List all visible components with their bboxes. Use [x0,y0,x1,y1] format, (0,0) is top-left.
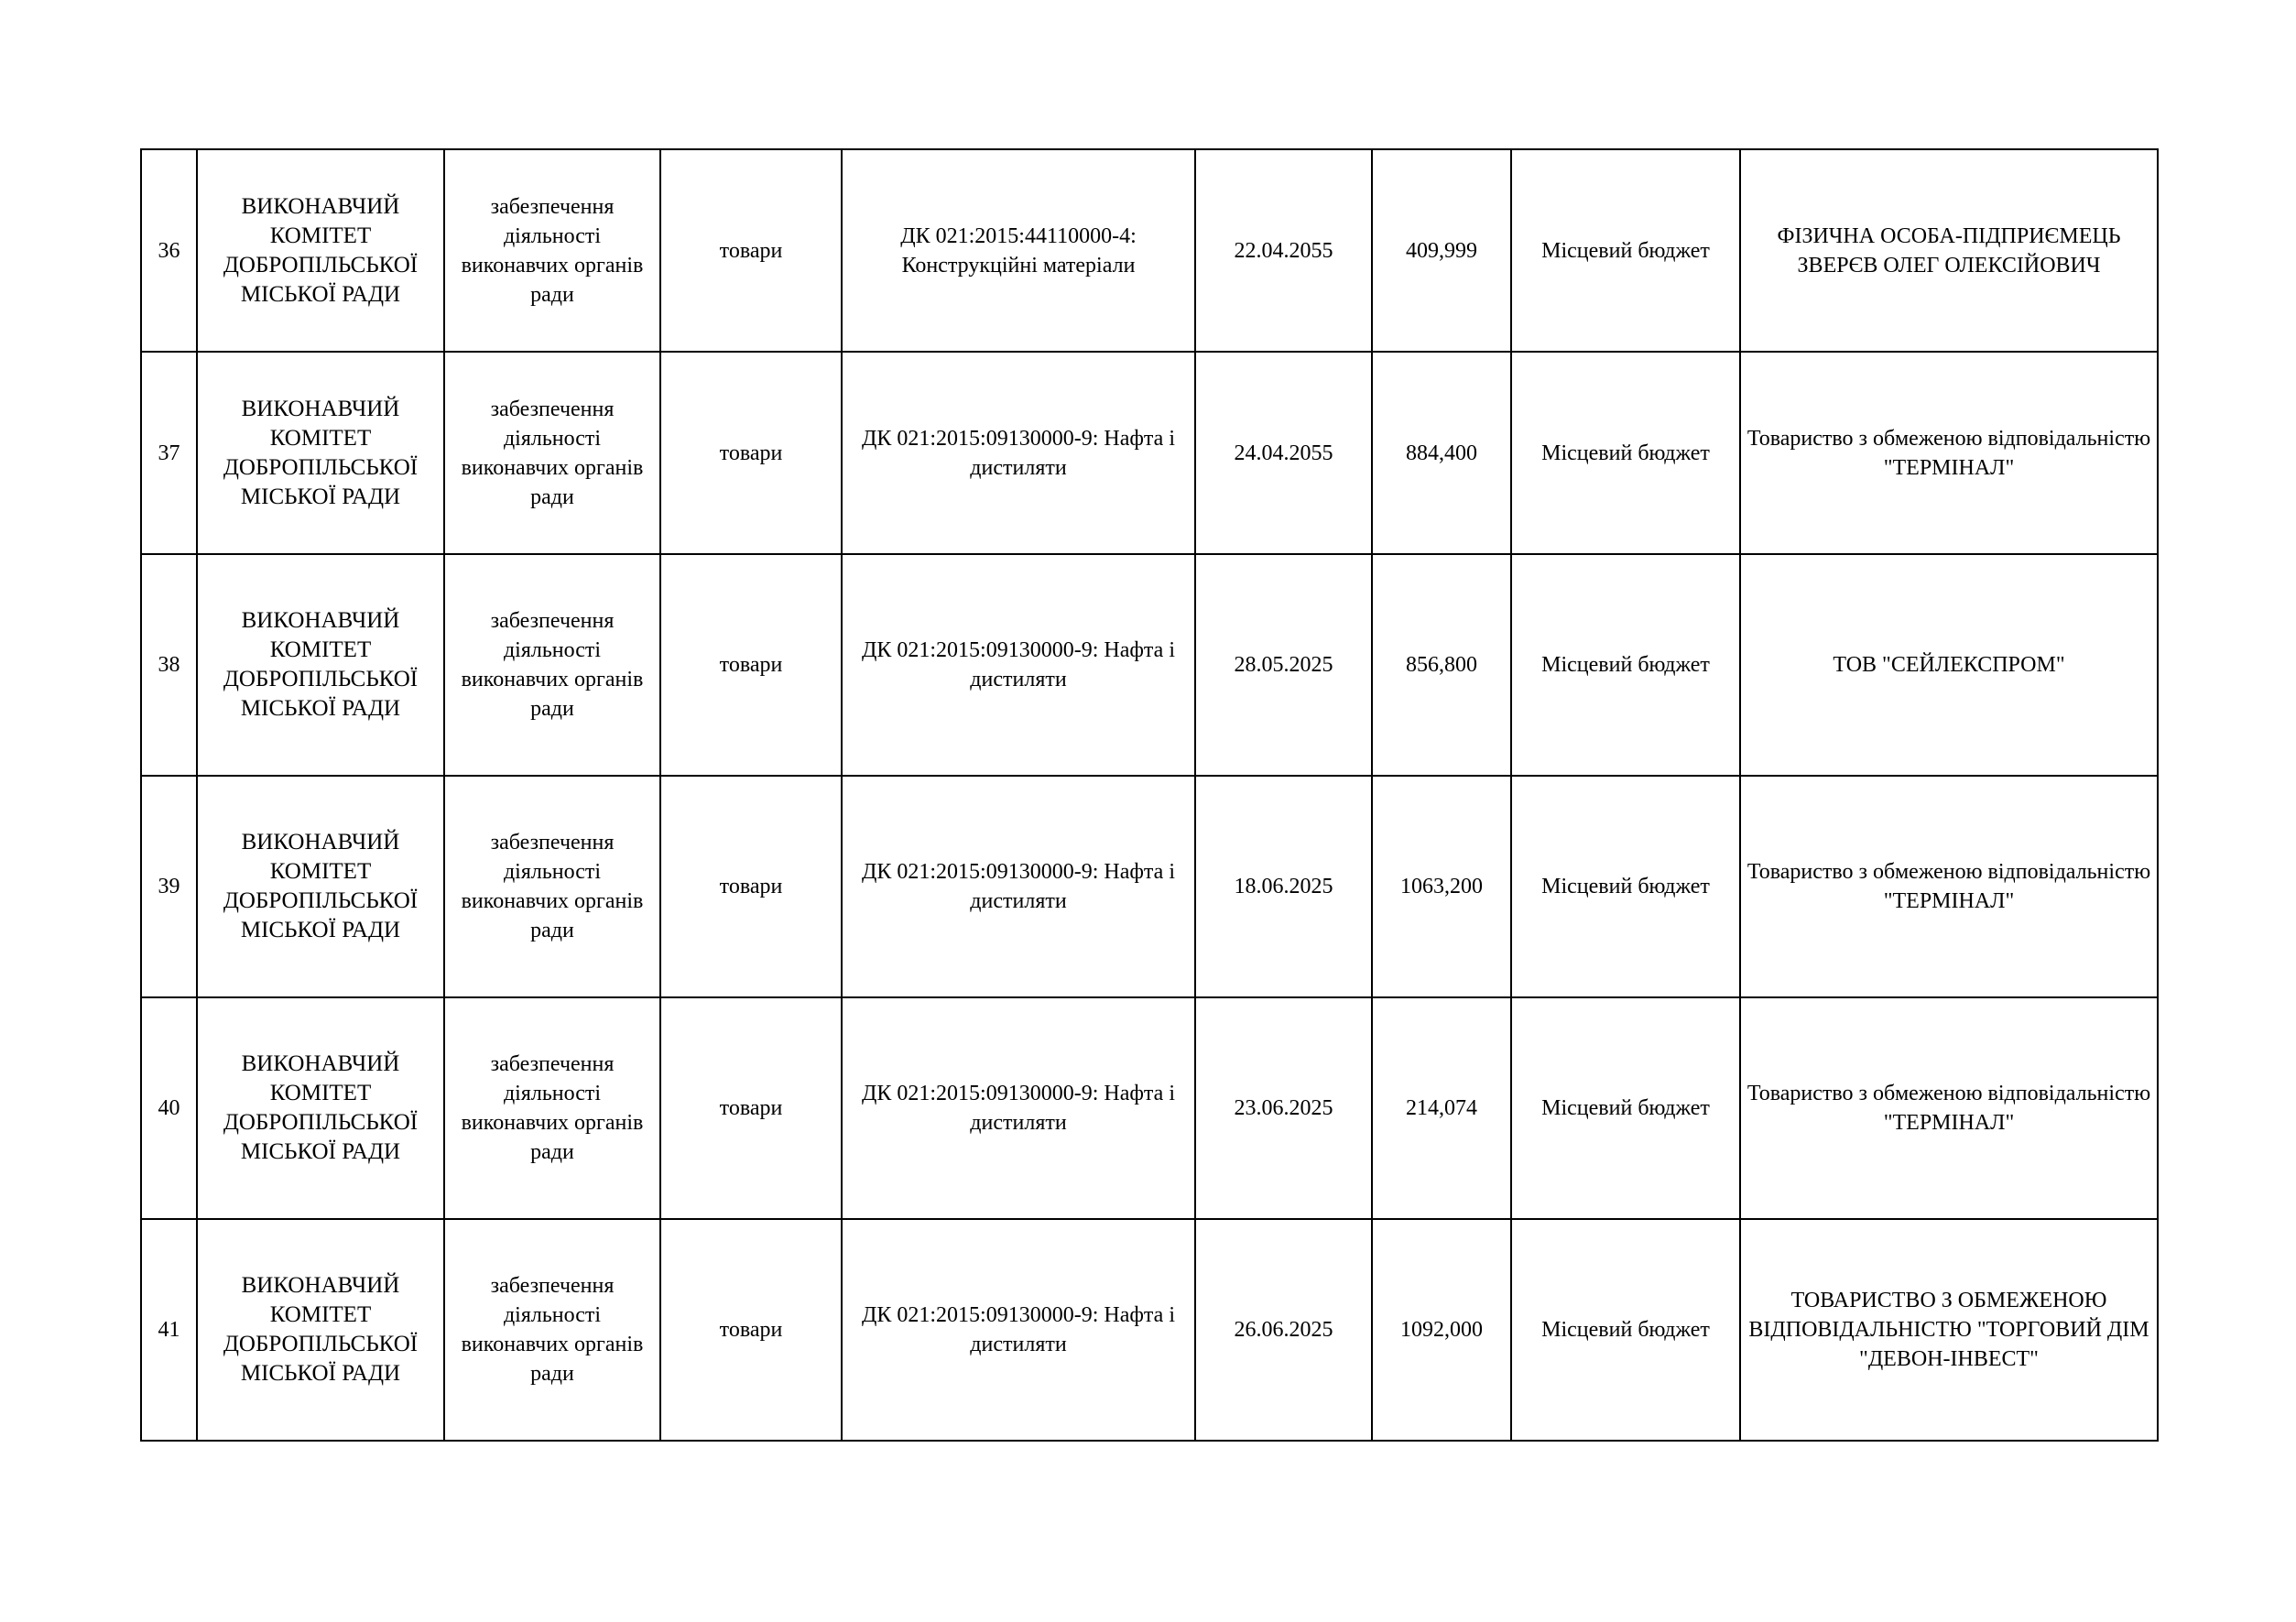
row-number: 41 [141,1219,197,1441]
funding-source-cell: Місцевий бюджет [1511,1219,1740,1441]
table-row [141,352,2158,554]
type-cell: товари [660,1219,842,1441]
type-cell: товари [660,149,842,352]
funding-source-cell: Місцевий бюджет [1511,352,1740,554]
customer-cell: ВИКОНАВЧИЙ КОМІТЕТ ДОБРОПІЛЬСЬКОЇ МІСЬКОЇ РАДИ [197,352,444,554]
purpose-cell: забезпечення діяльності виконавчих органів ради [444,1219,660,1441]
cpv-code-cell: ДК 021:2015:09130000-9: Нафта і дистиляти [842,554,1195,776]
table-row [141,149,2158,352]
amount-cell: 884,400 [1372,352,1511,554]
table-row [141,1219,2158,1441]
date-cell: 18.06.2025 [1195,776,1372,997]
cpv-code-cell: ДК 021:2015:09130000-9: Нафта і дистиляти [842,997,1195,1219]
table-row [141,997,2158,1219]
supplier-cell: Товариство з обмеженою відповідальністю "ТЕРМІНАЛ" [1740,352,2158,554]
funding-source-cell: Місцевий бюджет [1511,554,1740,776]
type-cell: товари [660,554,842,776]
row-number: 39 [141,776,197,997]
funding-source-cell: Місцевий бюджет [1511,776,1740,997]
amount-cell: 856,800 [1372,554,1511,776]
amount-cell: 1063,200 [1372,776,1511,997]
customer-cell: ВИКОНАВЧИЙ КОМІТЕТ ДОБРОПІЛЬСЬКОЇ МІСЬКОЇ РАДИ [197,554,444,776]
date-cell: 23.06.2025 [1195,997,1372,1219]
amount-cell: 409,999 [1372,149,1511,352]
supplier-cell: Товариство з обмеженою відповідальністю "ТЕРМІНАЛ" [1740,776,2158,997]
customer-cell: ВИКОНАВЧИЙ КОМІТЕТ ДОБРОПІЛЬСЬКОЇ МІСЬКОЇ РАДИ [197,997,444,1219]
row-number: 38 [141,554,197,776]
amount-cell: 214,074 [1372,997,1511,1219]
supplier-cell: Товариство з обмеженою відповідальністю "ТЕРМІНАЛ" [1740,997,2158,1219]
date-cell: 28.05.2025 [1195,554,1372,776]
funding-source-cell: Місцевий бюджет [1511,997,1740,1219]
row-number: 36 [141,149,197,352]
table-row [141,554,2158,776]
amount-cell: 1092,000 [1372,1219,1511,1441]
date-cell: 24.04.2055 [1195,352,1372,554]
cpv-code-cell: ДК 021:2015:09130000-9: Нафта і дистиляти [842,1219,1195,1441]
purpose-cell: забезпечення діяльності виконавчих органів ради [444,352,660,554]
date-cell: 22.04.2055 [1195,149,1372,352]
table-row [141,776,2158,997]
date-cell: 26.06.2025 [1195,1219,1372,1441]
customer-cell: ВИКОНАВЧИЙ КОМІТЕТ ДОБРОПІЛЬСЬКОЇ МІСЬКОЇ РАДИ [197,776,444,997]
purpose-cell: забезпечення діяльності виконавчих органів ради [444,997,660,1219]
procurement-table [140,148,2159,1442]
cpv-code-cell: ДК 021:2015:44110000-4: Конструкційні матеріали [842,149,1195,352]
cpv-code-cell: ДК 021:2015:09130000-9: Нафта і дистиляти [842,352,1195,554]
purpose-cell: забезпечення діяльності виконавчих органів ради [444,149,660,352]
cpv-code-cell: ДК 021:2015:09130000-9: Нафта і дистиляти [842,776,1195,997]
customer-cell: ВИКОНАВЧИЙ КОМІТЕТ ДОБРОПІЛЬСЬКОЇ МІСЬКОЇ РАДИ [197,1219,444,1441]
supplier-cell: ТОВ "СЕЙЛЕКСПРОМ" [1740,554,2158,776]
purpose-cell: забезпечення діяльності виконавчих органів ради [444,554,660,776]
type-cell: товари [660,997,842,1219]
row-number: 37 [141,352,197,554]
type-cell: товари [660,352,842,554]
funding-source-cell: Місцевий бюджет [1511,149,1740,352]
row-number: 40 [141,997,197,1219]
type-cell: товари [660,776,842,997]
customer-cell: ВИКОНАВЧИЙ КОМІТЕТ ДОБРОПІЛЬСЬКОЇ МІСЬКОЇ РАДИ [197,149,444,352]
supplier-cell: ФІЗИЧНА ОСОБА-ПІДПРИЄМЕЦЬ ЗВЕРЄВ ОЛЕГ ОЛЕКСІЙОВИЧ [1740,149,2158,352]
purpose-cell: забезпечення діяльності виконавчих органів ради [444,776,660,997]
supplier-cell: ТОВАРИСТВО З ОБМЕЖЕНОЮ ВІДПОВІДАЛЬНІСТЮ "ТОРГОВИЙ ДІМ "ДЕВОН-ІНВЕСТ" [1740,1219,2158,1441]
